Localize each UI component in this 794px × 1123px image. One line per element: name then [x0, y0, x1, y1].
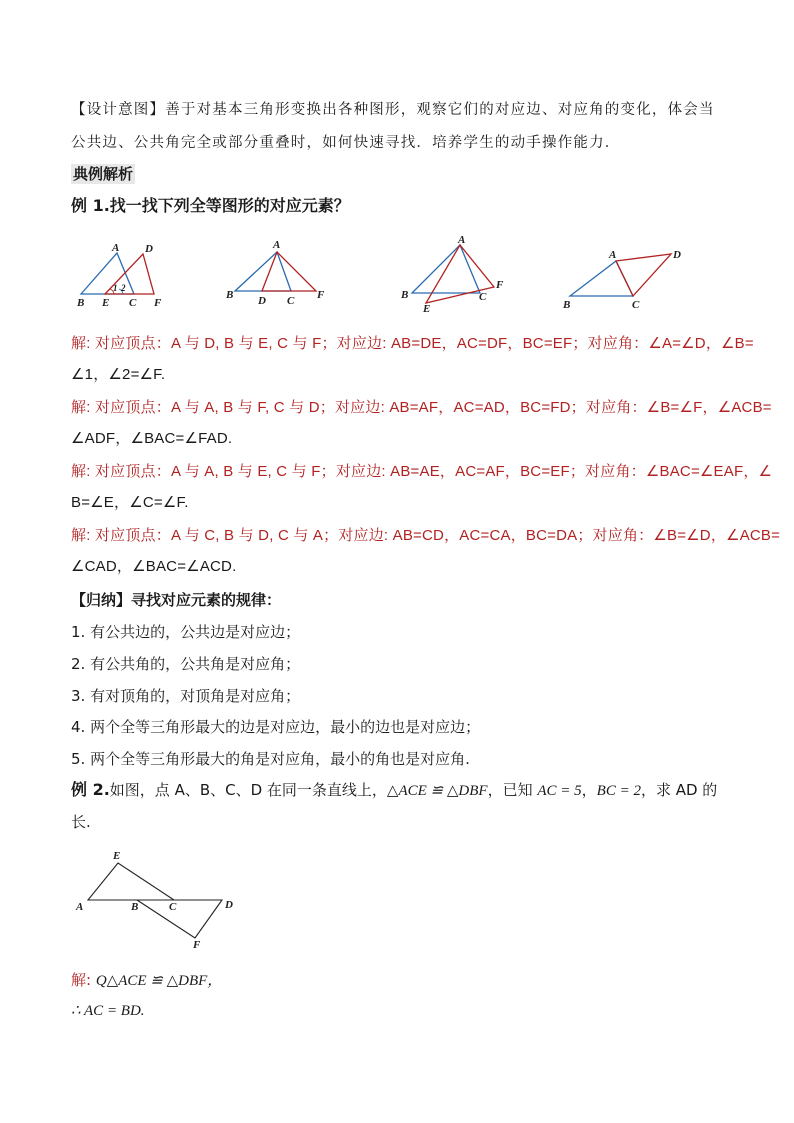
summary-item-1: 1. 有公共边的，公共边是对应边； [71, 623, 301, 641]
solution-3-line-2: B=∠E，∠C=∠F. [71, 494, 189, 511]
triangle-dbf [137, 900, 222, 938]
solution-3-line-1 [71, 462, 773, 482]
label-f: F [317, 289, 325, 301]
solution-2-line-2: ∠ADF，∠BAC=∠FAD. [71, 430, 233, 447]
solution-text: 对应顶点：A 与 C, B 与 D, C 与 A；对应边: AB=CD，AC=CA，BC=DA；对应角：∠B=∠D，∠ACB= [94, 527, 781, 544]
solution-1-line-1 [71, 334, 754, 354]
design-intent-line-1: 【设计意图】善于对基本三角形变换出各种图形，观察它们的对应边、对应角的变化，体会当 [71, 102, 715, 118]
design-intent-line-2: 公共边、公共角完全或部分重叠时，如何快速寻找．培养学生的动手操作能力． [71, 135, 621, 151]
solution-1-line-2: ∠1，∠2=∠F. [71, 366, 166, 383]
label-d: D [673, 249, 681, 261]
example-1-title: 例 1.找一找下列全等图形的对应元素？ [71, 196, 350, 215]
figure-example-2 [70, 846, 240, 950]
label-b: B [131, 901, 139, 913]
figure-2 [224, 236, 334, 310]
summary-item-2: 2. 有公共角的，公共角是对应角； [71, 655, 301, 673]
summary-item-5: 5. 两个全等三角形最大的角是对应角，最小的角也是对应角. [71, 750, 470, 768]
solution-text: 对应顶点：A 与 A, B 与 E, C 与 F；对应边: AB=AE，AC=AF，BC=EF；对应角：∠BAC=∠EAF，∠ [94, 463, 773, 480]
label-a: A [458, 234, 466, 246]
label-c: C [632, 299, 640, 311]
label-a: A [273, 239, 281, 251]
label-2: 2 [121, 283, 126, 293]
label-b: B [401, 289, 409, 301]
solution-lead: 解: [71, 335, 91, 352]
label-d: D [145, 243, 153, 255]
triangle-abc [81, 253, 134, 294]
label-1: 1 [113, 283, 118, 293]
solution-lead: 解: [71, 463, 91, 480]
label-d: D [258, 295, 266, 307]
label-b: B [77, 297, 85, 309]
summary-item-4: 4. 两个全等三角形最大的边是对应边，最小的边也是对应边； [71, 718, 481, 736]
triangle-abc [570, 261, 633, 296]
example-2-solution-line-1 [71, 970, 731, 991]
label-b: B [226, 289, 234, 301]
example-2-line-1 [71, 780, 731, 801]
triangle-cda [616, 254, 671, 296]
label-c: C [479, 291, 487, 303]
label-f: F [496, 279, 504, 291]
label-f: F [193, 939, 201, 950]
label-c: C [169, 901, 177, 913]
label-c: C [129, 297, 137, 309]
triangle-ace [88, 863, 174, 900]
summary-title: 【归纳】寻找对应元素的规律： [71, 591, 282, 609]
section-title: 典例解析 [73, 165, 134, 183]
label-c: C [287, 295, 295, 307]
solution-text: 对应顶点：A 与 A, B 与 F, C 与 D；对应边: AB=AF，AC=AD，BC=FD；对应角：∠B=∠F，∠ACB= [94, 399, 772, 416]
label-d: D [225, 899, 233, 911]
label-e: E [423, 303, 431, 314]
example-2-text-c: ，求 AD 的 [640, 781, 718, 799]
example-2-solution-line-2: ∴ AC = BD. [71, 1003, 145, 1019]
label-b: B [563, 299, 571, 311]
solution-lead: 解: [71, 399, 91, 416]
solution-step-1: Q△ACE ≌ △DBF， [95, 973, 223, 989]
figure-3 [398, 232, 510, 314]
label-e: E [113, 850, 121, 862]
example-2-title: 例 2. [71, 780, 110, 799]
given-ac: AC = 5 [537, 783, 582, 799]
solution-4-line-1 [71, 526, 781, 546]
solution-lead: 解: [71, 527, 91, 544]
solution-2-line-1 [71, 398, 772, 418]
example-2-sep: ， [581, 781, 597, 799]
solution-4-line-2: ∠CAD，∠BAC=∠ACD. [71, 558, 237, 575]
label-a: A [76, 901, 84, 913]
summary-item-3: 3. 有对顶角的，对顶角是对应角； [71, 687, 301, 705]
example-2-text-b: ，已知 [487, 781, 538, 799]
example-2-line-2: 长. [71, 813, 91, 831]
congruence-statement: △ACE ≌ △DBF [386, 783, 488, 799]
label-a: A [112, 242, 120, 254]
section-title-row [71, 164, 731, 184]
label-f: F [154, 297, 162, 309]
solution-lead: 解: [71, 971, 92, 989]
figure-1 [76, 240, 171, 312]
label-e: E [102, 297, 110, 309]
given-bc: BC = 2 [596, 783, 641, 799]
label-a: A [609, 249, 617, 261]
example-2-text-a: 如图，点 A、B、C、D 在同一条直线上， [109, 781, 387, 799]
solution-text: 对应顶点：A 与 D, B 与 E, C 与 F；对应边: AB=DE，AC=DF，BC=EF；对应角：∠A=∠D，∠B= [94, 335, 754, 352]
figure-4 [560, 244, 688, 312]
